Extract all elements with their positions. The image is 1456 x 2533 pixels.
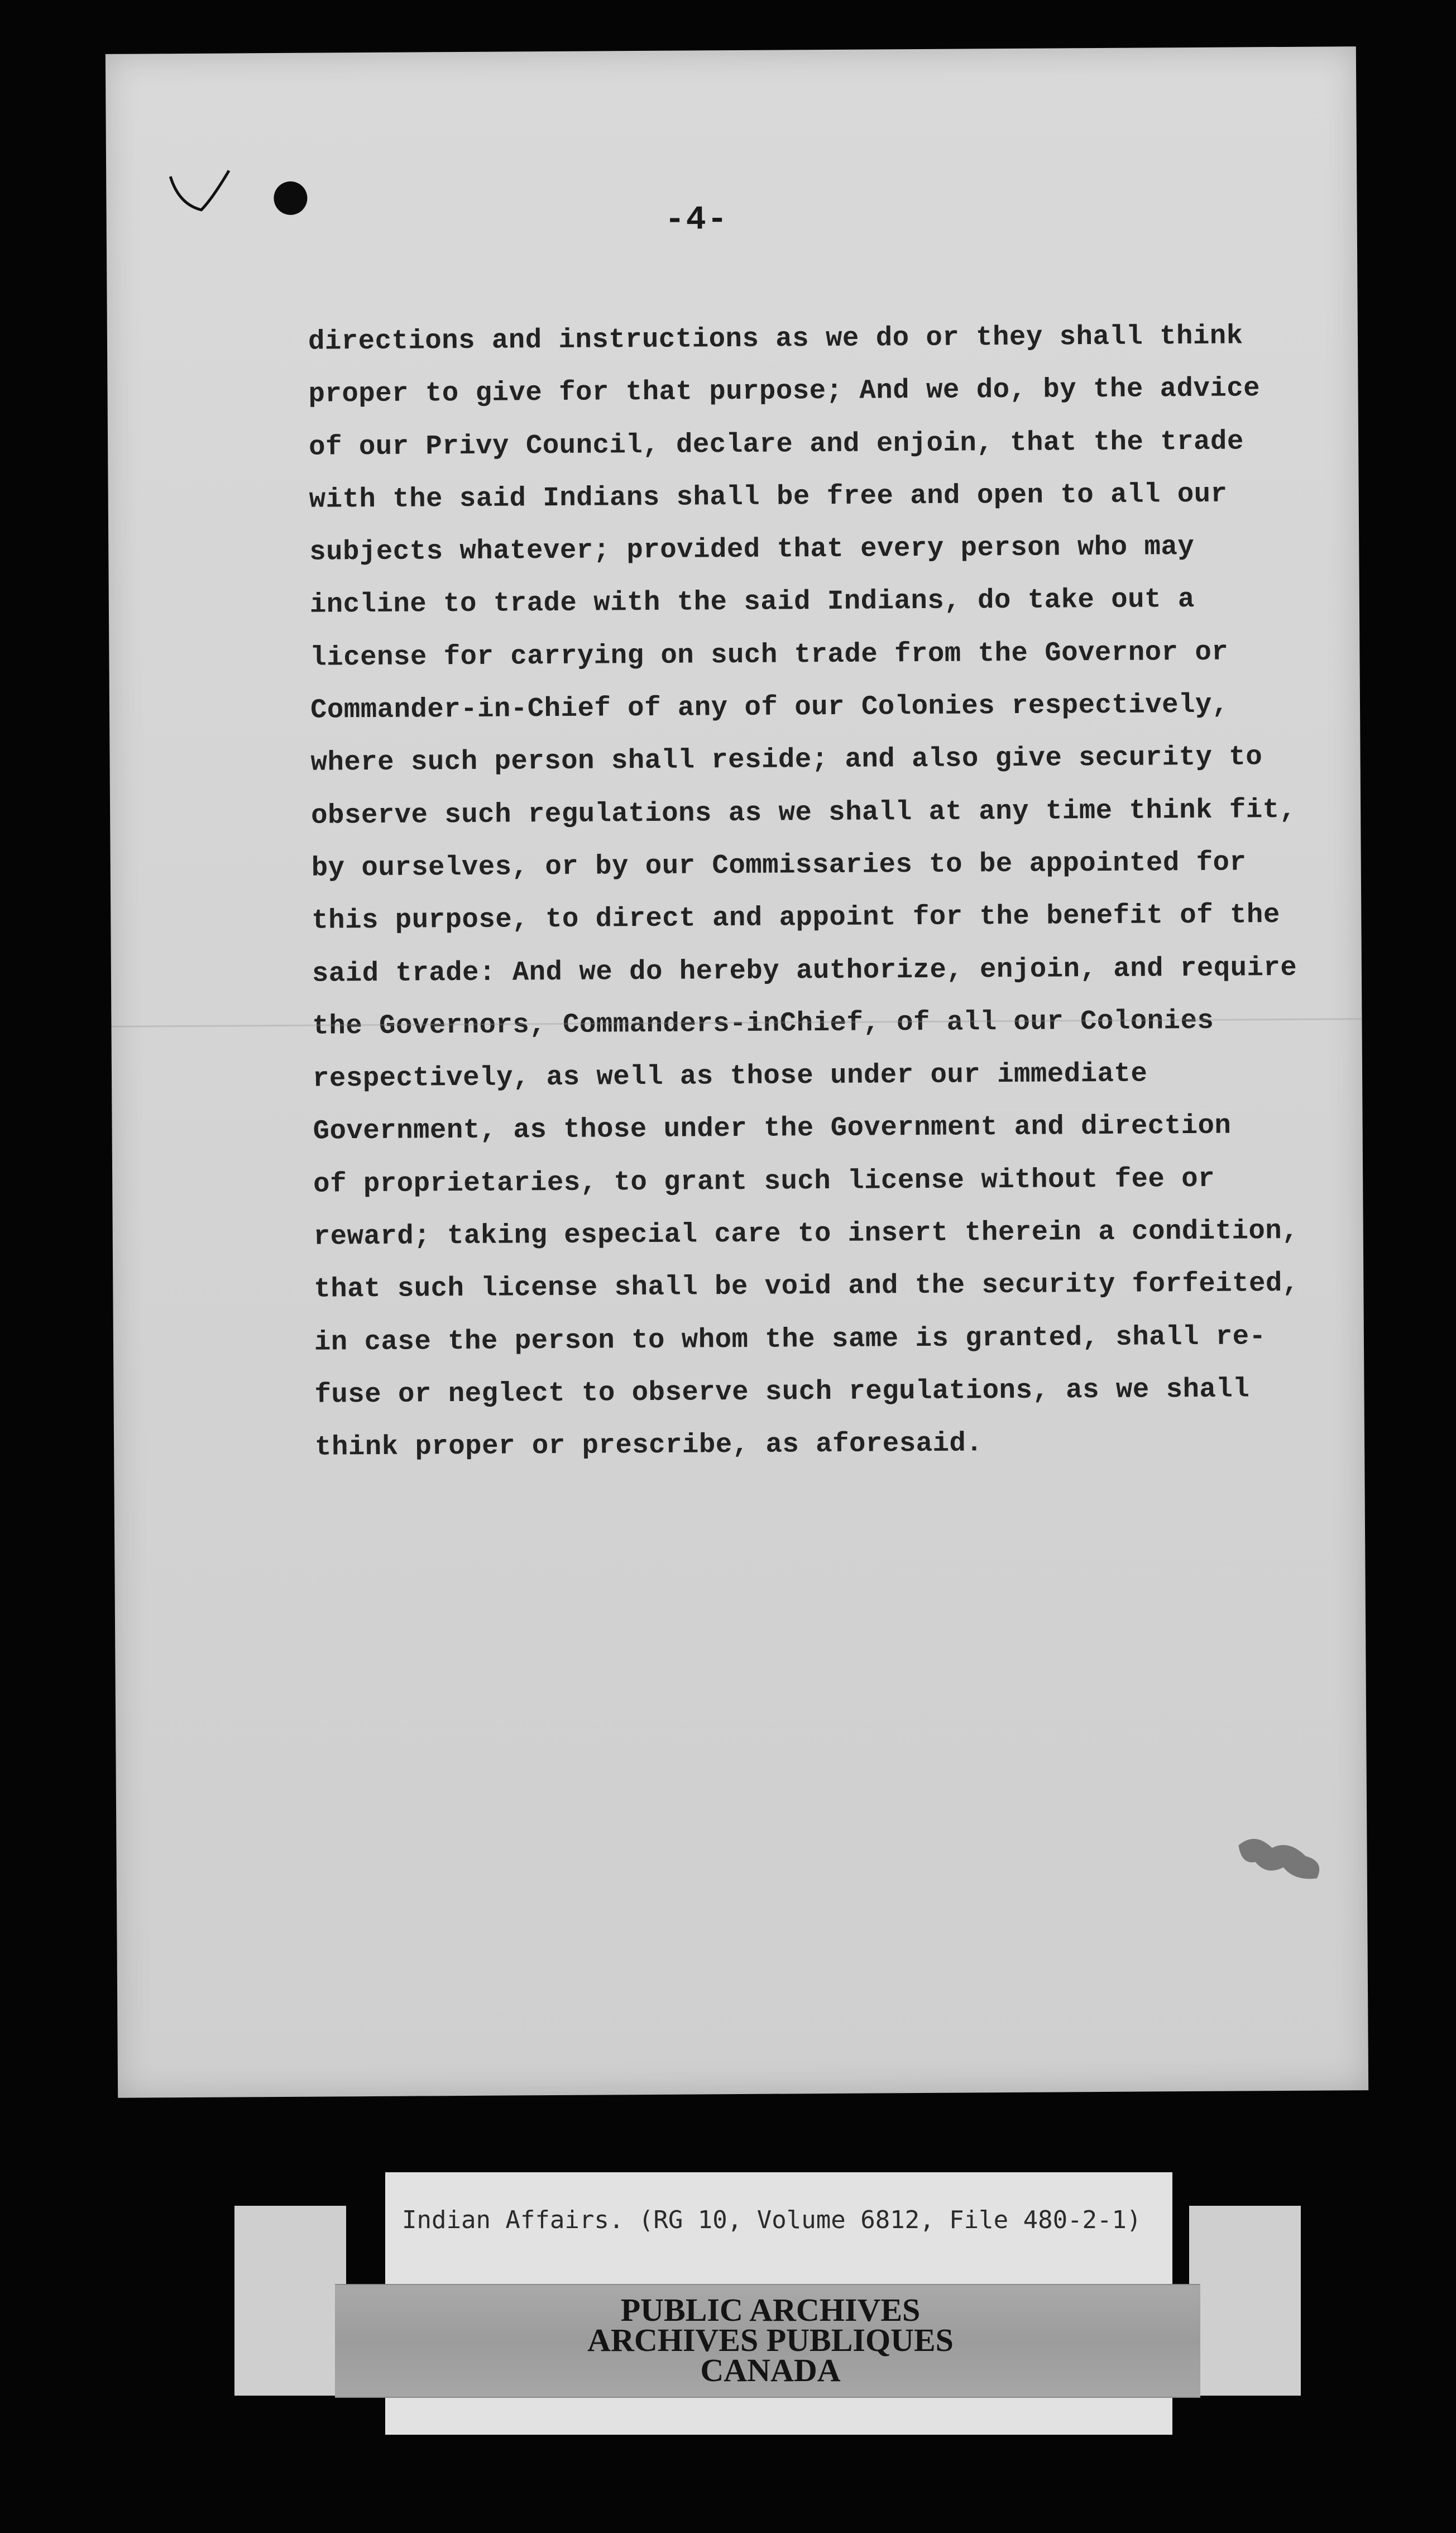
document-body: [308, 309, 1365, 1474]
text-line: of our Privy Council, declare and enjoin, that the trade: [308, 426, 1244, 463]
check-mark-icon: [167, 165, 235, 216]
text-line: that such license shall be void and the security forfeited,: [314, 1268, 1299, 1305]
text-line: Commander-in-Chief of any of our Colonies respectively,: [310, 689, 1229, 726]
text-line: incline to trade with the said Indians, do take out a: [309, 584, 1195, 621]
stamp-line: CANADA: [700, 2352, 841, 2388]
text-line: in case the person to whom the same is granted, shall re-: [314, 1320, 1266, 1358]
text-line: proper to give for that purpose; And we do, by the advice: [308, 372, 1261, 410]
text-line: observe such regulations as we shall at any time think fit,: [311, 794, 1296, 831]
text-line: subjects whatever; provided that every person who may: [309, 531, 1195, 568]
stamp-line: ARCHIVES PUBLIQUES: [587, 2322, 954, 2358]
text-line: said trade: And we do hereby authorize, enjoin, and require: [312, 952, 1297, 990]
text-line: respectively, as well as those under our immediate: [312, 1058, 1148, 1095]
ink-blot: [274, 181, 307, 215]
text-line: of proprietaries, to grant such license without fee or: [313, 1163, 1215, 1200]
text-line: by ourselves, or by our Commissaries to be appointed for: [311, 847, 1247, 884]
text-line: fuse or neglect to observe such regulations, as we shall: [314, 1373, 1250, 1411]
archive-reference: Indian Affairs. (RG 10, Volume 6812, File 480-2-1): [402, 2206, 1142, 2234]
page-number: -4-: [664, 201, 729, 240]
text-line: think proper or prescribe, as aforesaid.: [314, 1427, 983, 1463]
stain-mark: [1233, 1828, 1328, 1885]
text-line: reward; taking especial care to insert therein a condition,: [313, 1215, 1299, 1253]
archive-stamp: [558, 2292, 983, 2388]
text-line: directions and instructions as we do or they shall think: [308, 320, 1243, 357]
text-line: Government, as those under the Government and direction: [313, 1110, 1232, 1148]
label-backing-right: [1189, 2206, 1301, 2396]
label-backing-left: [234, 2206, 346, 2396]
typed-page: [106, 46, 1368, 2098]
text-line: the Governors, Commanders-inChief, of all our Colonies: [312, 1005, 1214, 1042]
text-line: license for carrying on such trade from the Governor or: [310, 636, 1229, 673]
text-line: where such person shall reside; and also give security to: [310, 741, 1263, 779]
text-line: this purpose, to direct and appoint for the benefit of the: [312, 899, 1280, 936]
text-line: with the said Indians shall be free and open to all our: [309, 478, 1228, 515]
stamp-line: PUBLIC ARCHIVES: [620, 2292, 921, 2328]
